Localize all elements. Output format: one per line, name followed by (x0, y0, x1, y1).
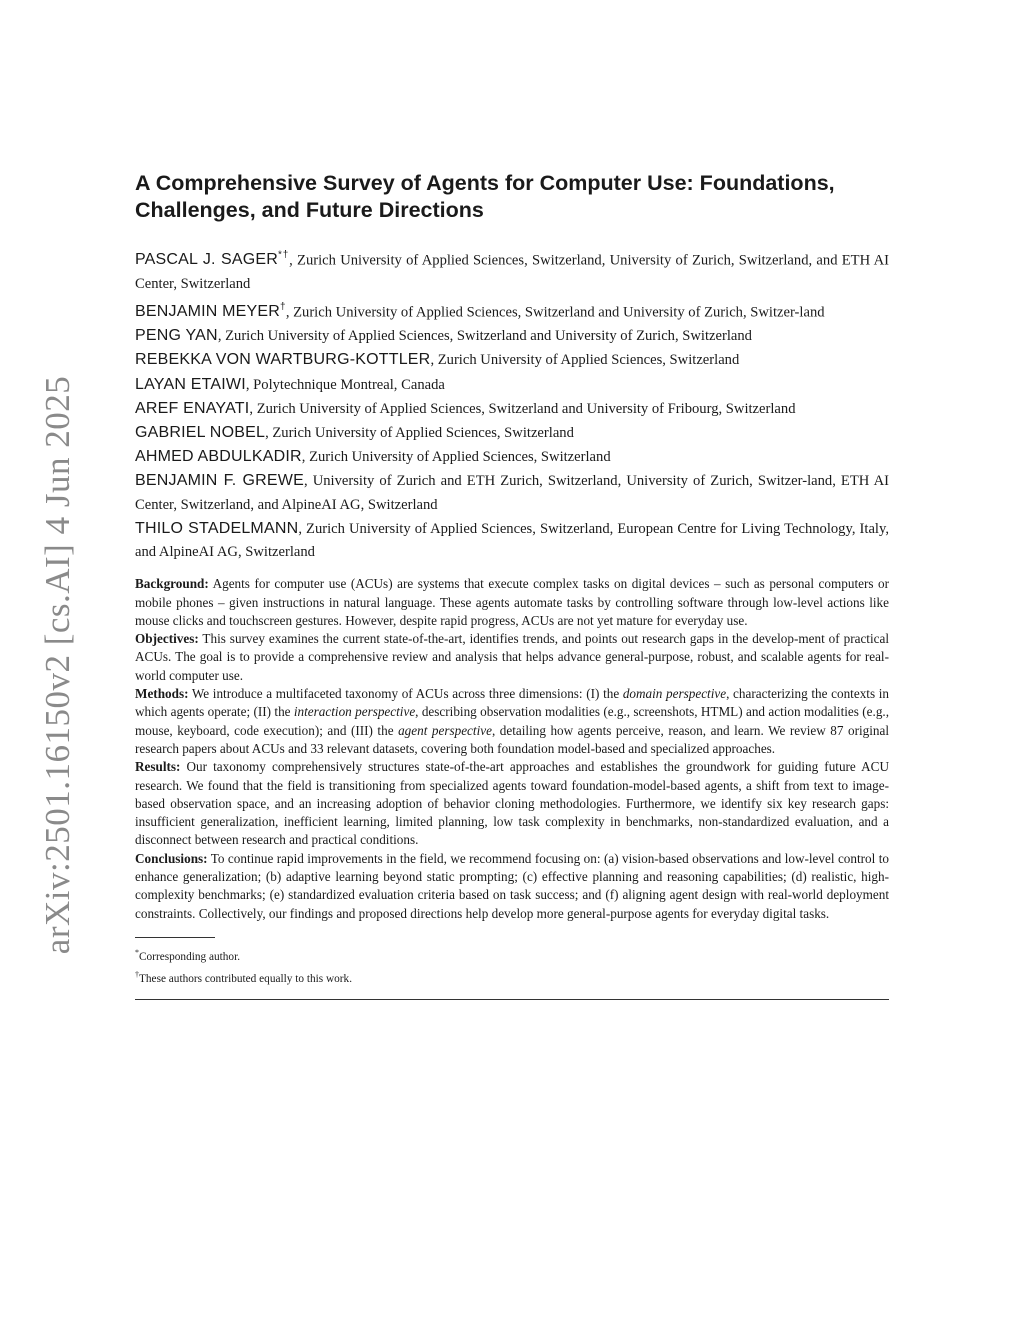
author-name: PASCAL J. SAGER (135, 251, 278, 269)
author-affiliation: , Zurich University of Applied Sciences, Switzerland and University of Fribourg, Switzerland (249, 400, 796, 417)
author-affiliation: , Zurich University of Applied Sciences, Switzerland (430, 352, 740, 369)
section-label: Conclusions: (135, 850, 208, 866)
abstract-methods: Methods: We introduce a multifaceted taxonomy of ACUs across three dimensions: (I) the domain perspective, characterizing the contexts in which agents operate; (II) the interaction perspective, describing observation modalities (e.g., screenshots, HTML) and action modalities (e.g., mouse, keyboard, code execution); and (III) the agent perspective, detailing how agents perceive, reason, and learn. We review 87 original research papers about ACUs and 33 relevant datasets, covering both foundation model-based and specialized approaches. (135, 686, 890, 756)
abstract-results: Results: Our taxonomy comprehensively structures state-of-the-art approaches and establishes the groundwork for guiding future ACU research. We found that the field is transitioning from specialized agents toward foundation-model-based agents, a shift from text to image-based observation space, and an increasing adoption of behavior cloning methodologies. Furthermore, we identify six key research gaps: insufficient generalization, inefficient learning, limited planning, low task complexity in benchmarks, non-standardized evaluation, and a disconnect between research and practical conditions. (135, 759, 889, 848)
abstract (135, 575, 889, 923)
author-list (135, 244, 889, 564)
paper-title: A Comprehensive Survey of Agents for Computer Use: Foundations, Challenges, and Future Directions (135, 171, 835, 222)
abstract-conclusions: Conclusions: To continue rapid improvements in the field, we recommend focusing on: (a) vision-based observations and low-level control to enhance generalization; (b) adaptive learning beyond static prompting; (c) effective planning and reasoning capabilities; (d) realistic, high-complexity benchmarks; (e) standardized evaluation criteria based on task success; and (f) aligning agent design with real-world deployment constraints. Collectively, our findings and proposed directions help develop more general-purpose agents for everyday digital tasks. (135, 850, 889, 921)
arxiv-identifier: arXiv:2501.16150v2 [cs.AI] 4 Jun 2025 (38, 375, 77, 955)
emphasis: domain perspective (622, 686, 727, 702)
section-label: Methods: (135, 686, 189, 702)
footnote: *Corresponding author. (135, 947, 241, 963)
section-label: Results: (135, 759, 181, 775)
author-marks: † (280, 301, 286, 313)
author-entry (135, 373, 889, 397)
paper-first-page (135, 170, 889, 1000)
author-entry (135, 348, 889, 372)
author-entry (135, 517, 889, 564)
author-entry (135, 469, 889, 516)
section-label: Background: (135, 576, 209, 592)
author-name: AREF ENAYATI (135, 399, 250, 417)
author-affiliation: , Polytechnique Montreal, Canada (245, 376, 445, 393)
footnotes (135, 944, 889, 988)
author-affiliation: , Zurich University of Applied Sciences, Switzerland (265, 425, 574, 442)
abstract-background: Background: Agents for computer use (ACUs) are systems that execute complex tasks on digital devices – such as personal computers or mobile phones – given instructions in natural language. These agents automate tasks by controlling software through low-level actions like mouse clicks and touchscreen gestures. However, despite rapid progress, ACUs are not yet mature for everyday use. (135, 576, 889, 628)
author-affiliation: , Zurich University of Applied Sciences, Switzerland and University of Zurich, Switzerland (217, 328, 752, 345)
section-label: Objectives: (135, 631, 199, 647)
author-name: BENJAMIN MEYER (135, 303, 281, 321)
author-affiliation: , Zurich University of Applied Sciences, Switzerland (301, 449, 611, 466)
author-entry (135, 421, 889, 445)
author-marks: *† (277, 250, 290, 261)
bottom-divider (135, 999, 889, 1000)
emphasis: interaction perspective (293, 704, 416, 720)
author-name: THILO STADELMANN (135, 519, 299, 537)
author-affiliation: , Zurich University of Applied Sciences, Switzerland and University of Zurich, Switzer-land (285, 304, 825, 321)
author-name: GABRIEL NOBEL (135, 424, 266, 442)
author-name: REBEKKA VON WARTBURG-KOTTLER (135, 351, 431, 369)
emphasis: agent perspective (398, 722, 492, 738)
author-affiliation: , Zurich University of Applied Sciences, Switzerland, University of Zurich, Switzerland, and ETH AI Center, Switzerland (135, 252, 890, 292)
footnote: †These authors contributed equally to this work. (135, 969, 353, 985)
abstract-objectives: Objectives: This survey examines the current state-of-the-art, identifies trends, and points out research gaps in the develop-ment of practical ACUs. The goal is to provide a comprehensive review and analysis that helps advance general-purpose, robust, and scalable agents for real-world computer use. (135, 631, 889, 683)
author-entry (135, 445, 889, 469)
author-entry (135, 296, 889, 325)
author-affiliation: , Zurich University of Applied Sciences, Switzerland, European Centre for Living Technology, Italy, and AlpineAI AG, Switzerland (135, 520, 889, 561)
author-entry (135, 397, 889, 421)
author-name: LAYAN ETAIWI (135, 375, 246, 393)
author-name: AHMED ABDULKADIR (135, 448, 302, 466)
footnote-divider (135, 937, 215, 938)
author-name: PENG YAN (135, 327, 218, 345)
author-name: BENJAMIN F. GREWE (135, 472, 304, 490)
author-entry (135, 324, 889, 348)
author-entry (135, 244, 889, 296)
author-affiliation: , University of Zurich and ETH Zurich, Switzerland, University of Zurich, Switzer-land, ETH AI Center, Switzerland, and AlpineAI AG, Switzerland (135, 473, 889, 513)
